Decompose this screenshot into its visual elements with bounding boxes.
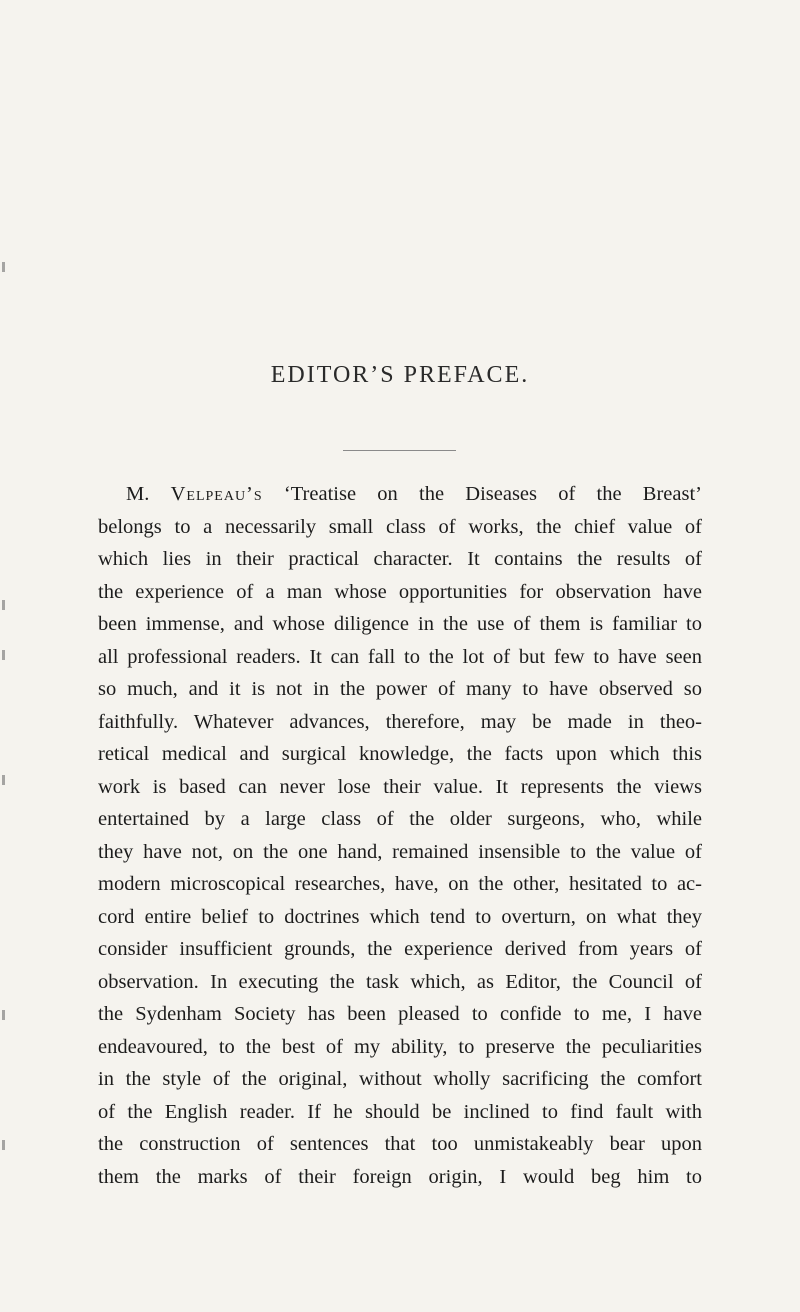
text-line: the construction of sentences that too unmistakeably bear upon xyxy=(98,1133,702,1155)
text-line: endeavoured, to the best of my ability, to preserve the peculiarities xyxy=(98,1035,702,1058)
text-line: all professional readers. It can fall to the lot of but few to have seen xyxy=(98,645,702,668)
text-line: they have not, on the one hand, remained insensible to the value of xyxy=(98,840,702,863)
text-line: the Sydenham Society has been pleased to confide to me, I have xyxy=(98,1003,702,1025)
text-line: the experience of a man whose opportunities for observation have xyxy=(98,580,702,603)
edge-mark xyxy=(2,600,5,610)
text-line xyxy=(98,478,702,511)
text-line: in the style of the original, without wholly sacrificing the comfort xyxy=(98,1068,702,1090)
author-name: Velpeau’s xyxy=(170,483,263,505)
text-line: so much, and it is not in the power of many to have observed so xyxy=(98,678,702,700)
book-title-text: ‘Treatise on the Diseases of the Breast’ xyxy=(262,483,702,505)
text-line: observation. In executing the task which, as Editor, the Council of xyxy=(98,970,702,993)
text-line: them the marks of their foreign origin, I would beg him to xyxy=(98,1165,702,1188)
page-edge-marks xyxy=(0,0,20,1312)
text-line: belongs to a necessarily small class of works, the chief value of xyxy=(98,515,702,538)
preface-paragraph xyxy=(98,478,702,1193)
text-line: consider insufficient grounds, the experience derived from years of xyxy=(98,938,702,960)
edge-mark xyxy=(2,775,5,785)
text-line: been immense, and whose diligence in the use of them is familiar to xyxy=(98,613,702,635)
author-initial: M. xyxy=(126,483,171,505)
text-line: retical medical and surgical knowledge, the facts upon which this xyxy=(98,743,702,765)
edge-mark xyxy=(2,1010,5,1020)
page-title: EDITOR’S PREFACE. xyxy=(270,362,530,388)
edge-mark xyxy=(2,262,5,272)
edge-mark xyxy=(2,1140,5,1150)
text-line: of the English reader. If he should be inclined to find fault with xyxy=(98,1100,702,1123)
edge-mark xyxy=(2,650,5,660)
text-line: modern microscopical researches, have, on the other, hesitated to ac- xyxy=(98,873,702,895)
text-line: entertained by a large class of the older surgeons, who, while xyxy=(98,808,702,830)
text-line: cord entire belief to doctrines which tend to overturn, on what they xyxy=(98,905,702,928)
title-divider xyxy=(343,450,456,451)
text-line: work is based can never lose their value. It represents the views xyxy=(98,775,702,798)
text-line: which lies in their practical character. It contains the results of xyxy=(98,548,702,570)
text-line: faithfully. Whatever advances, therefore, may be made in theo- xyxy=(98,710,702,733)
